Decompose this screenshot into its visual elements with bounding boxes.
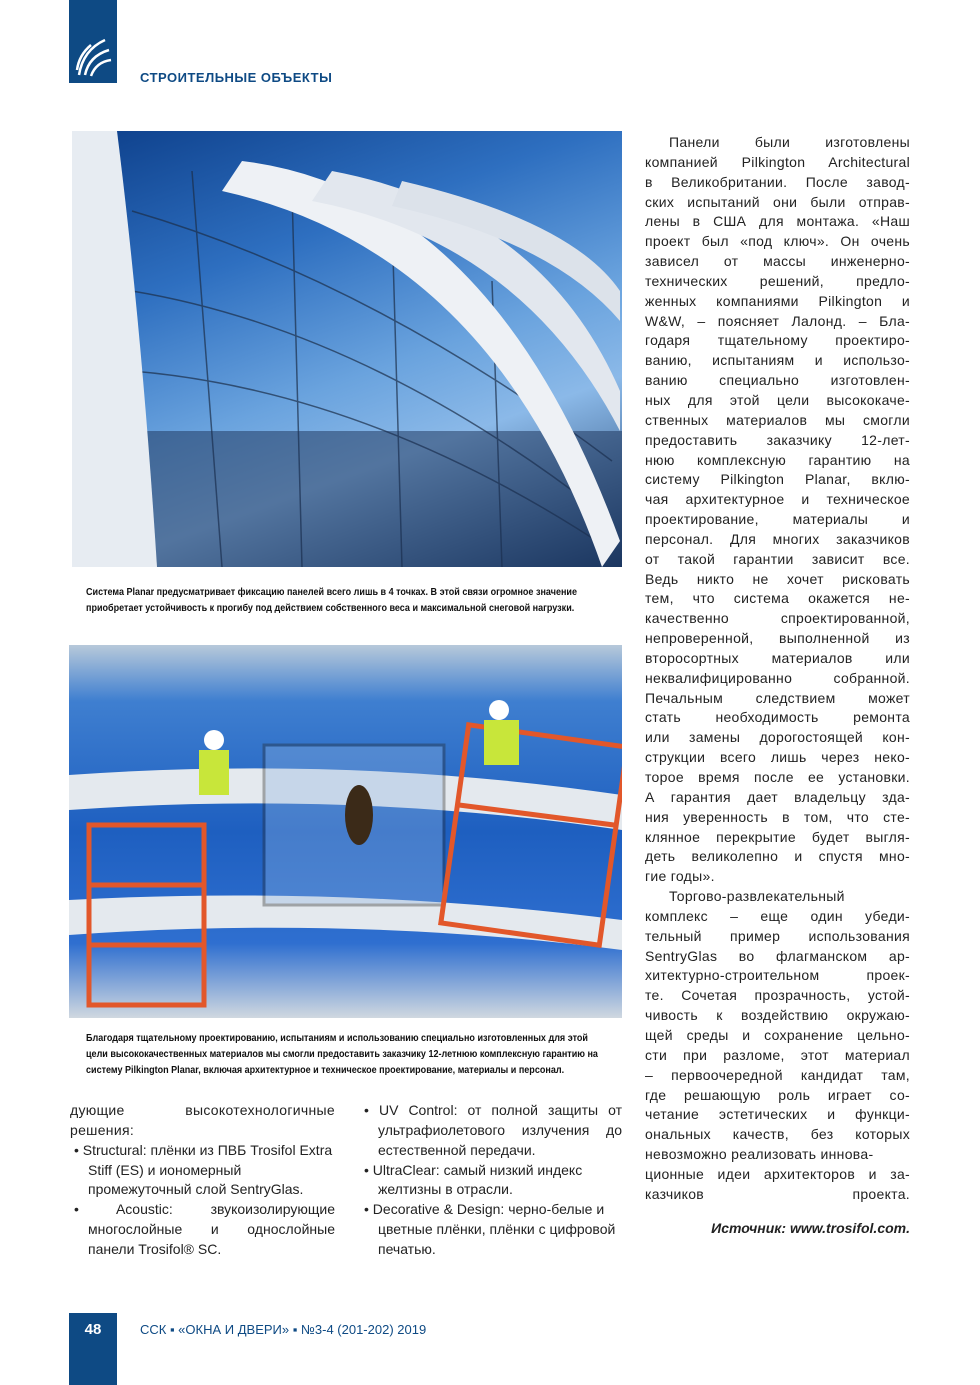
text-line: или замены дорогостоящей кон- xyxy=(645,729,910,746)
text-line: женных компаниями Pilkington и xyxy=(645,292,910,309)
text-line: тельный пример использования xyxy=(645,927,910,944)
footer-magazine-info: ССК ▪ «ОКНА И ДВЕРИ» ▪ №3-4 (201-202) 2019 xyxy=(140,1322,427,1337)
text-line: непроверенной, выполненной из xyxy=(645,630,910,647)
text-line: Торгово-развлекательный xyxy=(669,888,845,905)
text-line: предоставить заказчику 12-лет- xyxy=(645,431,910,448)
text-line: четание эстетических и функци- xyxy=(645,1106,910,1123)
text-line: технических решений, предло- xyxy=(645,272,910,289)
text-line: щей среды и сохранение цельно- xyxy=(645,1026,910,1043)
text-line: стать необходимость ремонта xyxy=(645,709,910,726)
text-line: чая архитектурное и техническое xyxy=(645,491,910,508)
text-line: годаря тщательному проектиро- xyxy=(645,332,910,349)
intro-line: решения: xyxy=(70,1121,135,1138)
text-line: SentryGlas во флагманском ар- xyxy=(645,947,910,964)
text-line: неквалифицированно собранной. xyxy=(645,669,910,686)
text-line: систему Pilkington Planar, вклю- xyxy=(645,471,910,488)
text-line: ственных материалов мы смогли xyxy=(645,411,910,428)
left-bottom-column xyxy=(70,1101,335,1260)
text-line: проектирование, материалы и xyxy=(645,511,910,528)
text-line: ональных качеств, без которых xyxy=(645,1126,910,1143)
text-line: Печальным следствием может xyxy=(645,689,910,706)
text-line: W&W, – поясняет Лалонд. – Бла- xyxy=(645,312,910,329)
right-column-text xyxy=(645,133,910,1205)
text-line: где решающую роль играет со- xyxy=(645,1086,910,1103)
text-line: в Великобритании. После завод- xyxy=(645,173,910,190)
text-line: казчиков проекта. xyxy=(645,1185,910,1202)
bullet-item: • Decorative & Design: черно-белые и цветные плёнки, плёнки с цифровой печатью. xyxy=(364,1201,616,1257)
text-line: от такой гарантии зависит все. xyxy=(645,550,910,567)
page-number: 48 xyxy=(69,1313,117,1385)
photo-workers-installing-glass xyxy=(69,645,622,1018)
text-line: ских испытаний они были отправ- xyxy=(645,193,910,210)
text-line: тем, что система окажется не- xyxy=(645,590,910,607)
bullet-item: • UV Control: от полной защиты от ультрафиолетового излучения до естественной передачи. xyxy=(364,1102,622,1158)
text-line: нюю комплексную гарантию на xyxy=(645,451,910,468)
text-line: – первоочередной кандидат там, xyxy=(645,1066,910,1083)
logo-icon xyxy=(69,0,117,83)
text-line: ния уверенность в том, что сте- xyxy=(645,808,910,825)
text-line: ванию, испытаниям и использо- xyxy=(645,352,910,369)
section-tab xyxy=(69,0,117,83)
text-line: ционные идеи архитекторов и за- xyxy=(645,1165,910,1182)
text-line: деть великолепно и спустя мно- xyxy=(645,848,910,865)
text-line: хитектурно-строительном проек- xyxy=(645,967,910,984)
text-line: чивость к воздействию окружаю- xyxy=(645,1007,910,1024)
caption-image1: Система Planar предусматривает фиксацию панелей всего лишь в 4 точках. В этой связи огромное значение приобретает устойчивость к прогибу под действием собственного веса и максимальной снеговой нагрузки. xyxy=(86,586,578,614)
text-line: А гарантия дает владельцу зда- xyxy=(645,788,910,805)
text-line: качественно спроектированной, xyxy=(645,610,910,627)
text-line: зависел от массы инженерно- xyxy=(645,253,910,270)
text-line: персонал. Для многих заказчиков xyxy=(645,530,910,547)
bullet-item: • UltraClear: самый низкий индекс желтизны в отрасли. xyxy=(364,1161,583,1198)
text-line: те. Сочетая прозрачность, устой- xyxy=(645,987,910,1004)
middle-bottom-column xyxy=(360,1101,622,1260)
text-line: ных для этой цели высококаче- xyxy=(645,391,910,408)
source-credit: Источник: www.trosifol.com. xyxy=(711,1220,910,1236)
text-line: Ведь никто не хочет рисковать xyxy=(645,570,910,587)
caption-image2: Благодаря тщательному проектированию, испытаниям и использованию специально изготовленных для этой цели высококачественных материалов мы смогли предоставить заказчику 12-летнюю комплексную гарантию на систему Pilkington Planar, включая архитектурное и техническое проектирование, материалы и персонал. xyxy=(86,1032,598,1076)
text-line: торое время после ее установки. xyxy=(645,769,910,785)
bullet-item: • Structural: плёнки из ПВБ Trosifol Extra Stiff (ES) и иономерный промежуточный слой SentryGlas. xyxy=(74,1141,333,1198)
text-line: проект был «под ключ». Он очень xyxy=(645,233,910,250)
bullet-item: • Acoustic: звукоизолирующие многослойные и однослойные панели Trosifol® SC. xyxy=(74,1201,335,1257)
text-line: струкции всего лишь через неко- xyxy=(645,749,910,766)
text-line: второсортных материалов или xyxy=(645,649,910,666)
photo-glass-roof-arches xyxy=(72,131,622,567)
text-line: ванию специально изготовлен- xyxy=(645,372,910,389)
text-line: клянное перекрытие будет выгля- xyxy=(645,828,910,845)
text-line: лены в США для монтажа. «Наш xyxy=(645,213,910,230)
text-line: Панели были изготовлены xyxy=(669,134,910,150)
text-line: невозможно реализовать иннова- xyxy=(645,1146,874,1163)
text-line: сти при разломе, этот материал xyxy=(645,1046,910,1063)
text-line: компанией Pilkington Architectural xyxy=(645,153,910,170)
section-title: СТРОИТЕЛЬНЫЕ ОБЪЕКТЫ xyxy=(140,70,333,85)
intro-line: дующие высокотехнологичные xyxy=(70,1102,335,1118)
text-line: гие годы». xyxy=(645,868,715,885)
text-line: комплекс – еще один убеди- xyxy=(645,907,910,924)
